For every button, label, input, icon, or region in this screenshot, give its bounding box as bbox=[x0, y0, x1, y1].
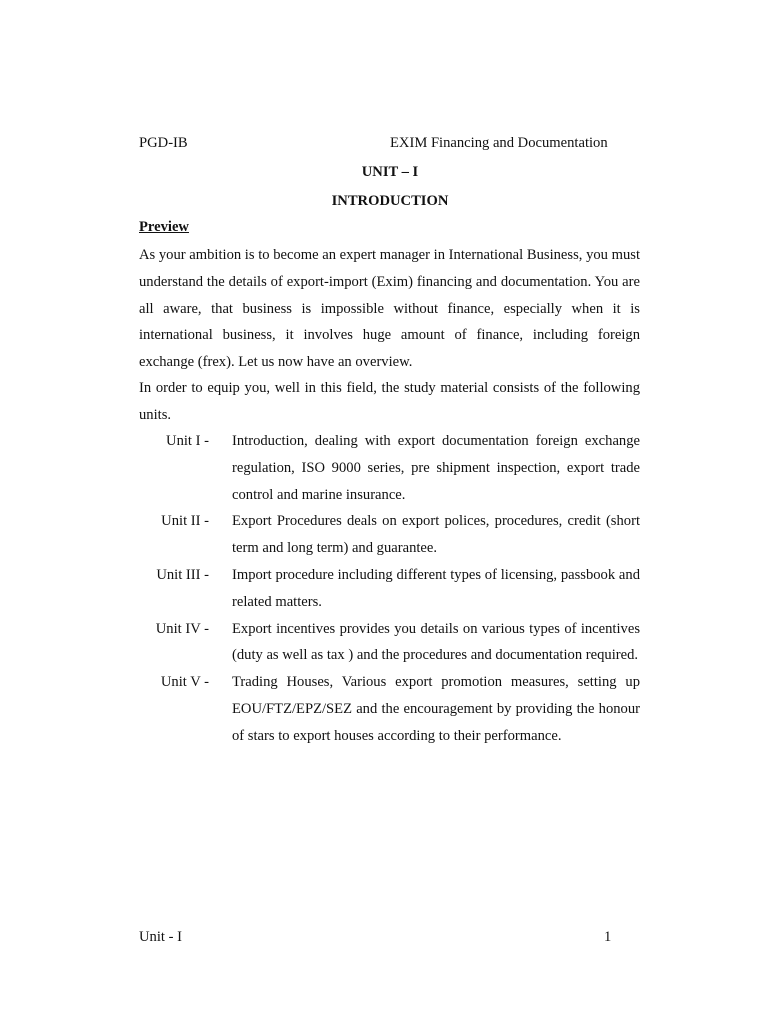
unit-list-item bbox=[139, 428, 640, 508]
unit-list-item bbox=[139, 562, 640, 616]
unit-label: Unit V - bbox=[160, 674, 209, 691]
unit-description: Trading Houses, Various export promotion measures, setting up EOU/FTZ/EPZ/SEZ and the encouragement by providing the honour of stars to export houses according to their performance. bbox=[232, 674, 640, 744]
paragraph-units-intro: In order to equip you, well in this field, the study material consists of the following units. bbox=[139, 380, 640, 423]
unit-label: Unit I - bbox=[166, 433, 209, 449]
unit-description: Export incentives provides you details on various types of incentives (duty as well as tax ) and the procedures and documentation required. bbox=[232, 620, 640, 664]
chapter-title: INTRODUCTION bbox=[331, 193, 449, 209]
preview-heading: Preview bbox=[139, 219, 189, 235]
page-number: 1 bbox=[604, 929, 612, 945]
footer-unit: Unit - I bbox=[139, 929, 182, 945]
unit-description: Export Procedures deals on export polices, procedures, credit (short term and long term) and guarantee. bbox=[232, 513, 640, 557]
unit-description: Introduction, dealing with export documentation foreign exchange regulation, ISO 9000 series, pre shipment inspection, export trade control and marine insurance. bbox=[232, 433, 640, 503]
unit-label: Unit II - bbox=[161, 513, 209, 530]
unit-list-item bbox=[139, 669, 640, 749]
unit-list bbox=[139, 428, 640, 750]
unit-list-item bbox=[139, 508, 640, 562]
unit-label: Unit III - bbox=[156, 566, 209, 583]
unit-list-item bbox=[139, 616, 640, 670]
unit-description: Import procedure including different types of licensing, passbook and related matters. bbox=[232, 566, 640, 610]
header-course: PGD-IB bbox=[139, 135, 188, 151]
unit-heading: UNIT – I bbox=[361, 164, 419, 180]
header-subject: EXIM Financing and Documentation bbox=[390, 135, 608, 151]
paragraph-intro: As your ambition is to become an expert manager in International Business, you must understand the details of export-import (Exim) financing and documentation. You are all aware, that business is impossible without finance, especially when it is international business, it involves huge amount of finance, including foreign exchange (frex). Let us now have an overview. bbox=[139, 247, 640, 371]
unit-label: Unit IV - bbox=[155, 620, 209, 637]
